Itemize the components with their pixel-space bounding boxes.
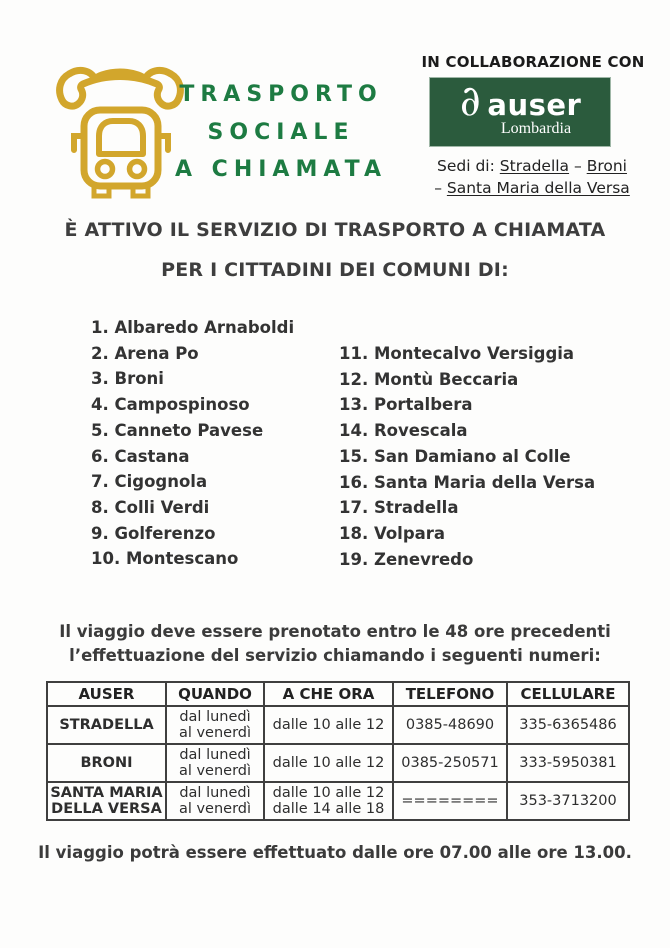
table-cell-cellulare: 335-6365486 bbox=[507, 706, 629, 744]
list-item: 13. Portalbera bbox=[339, 395, 473, 415]
sedi-separator: – bbox=[574, 157, 582, 175]
table-cell-a_che_ora: dalle 10 alle 12 bbox=[264, 706, 393, 744]
list-item: 11. Montecalvo Versiggia bbox=[339, 344, 575, 363]
sedi-note bbox=[398, 156, 666, 199]
column-header: CELLULARE bbox=[507, 682, 629, 706]
table-cell-cellulare: 353-3713200 bbox=[507, 782, 629, 820]
table-row bbox=[47, 706, 629, 744]
auser-swirl-icon: ∂ bbox=[455, 74, 484, 127]
column-header: A CHE ORA bbox=[264, 682, 393, 706]
list-item: 19. Zenevredo bbox=[339, 549, 474, 569]
table-cell-auser: SANTA MARIA DELLA VERSA bbox=[47, 782, 166, 820]
list-item: 5. Canneto Pavese bbox=[91, 420, 264, 440]
list-item: 17. Stradella bbox=[339, 498, 459, 518]
list-item: 4. Campospinoso bbox=[91, 395, 250, 415]
sedi-line-1 bbox=[398, 156, 666, 178]
title-line-1: TRASPORTO bbox=[179, 82, 383, 107]
title-line-3: A CHIAMATA bbox=[175, 157, 387, 182]
list-item: 16. Santa Maria della Versa bbox=[339, 472, 596, 492]
list-item: 2. Arena Po bbox=[91, 343, 199, 363]
table-cell-telefono: ======== bbox=[393, 782, 507, 820]
auser-logo-row bbox=[455, 74, 582, 127]
list-item: 12. Montù Beccaria bbox=[339, 369, 519, 389]
column-header: QUANDO bbox=[166, 682, 264, 706]
auser-name: auser bbox=[487, 88, 582, 122]
table-cell-quando: dal lunedì al venerdì bbox=[166, 744, 264, 782]
page-title bbox=[163, 76, 399, 189]
list-item: 8. Colli Verdi bbox=[91, 497, 210, 517]
auser-region: Lombardia bbox=[500, 120, 572, 137]
comuni-column-right bbox=[339, 341, 595, 572]
table-cell-cellulare: 333-5950381 bbox=[507, 744, 629, 782]
list-item: 1. Albaredo Arnaboldi bbox=[91, 318, 295, 337]
table-cell-quando: dal lunedì al venerdì bbox=[166, 782, 264, 820]
list-item: 6. Castana bbox=[91, 446, 190, 466]
table-cell-quando: dal lunedì al venerdì bbox=[166, 706, 264, 744]
list-item: 14. Rovescala bbox=[339, 421, 468, 441]
table-cell-telefono: 0385-48690 bbox=[393, 706, 507, 744]
booking-line-2: l’effettuazione del servizio chiamando i seguenti numeri: bbox=[69, 645, 601, 665]
contacts-table-header-row bbox=[47, 682, 629, 706]
comuni-column-left bbox=[91, 315, 294, 572]
table-cell-auser: STRADELLA bbox=[47, 706, 166, 744]
list-item: 18. Volpara bbox=[339, 523, 446, 543]
intro-heading-line-2: PER I CITTADINI DEI COMUNI DI: bbox=[161, 259, 509, 281]
sedi-location-stradella: Stradella bbox=[499, 157, 570, 175]
title-line-2: SOCIALE bbox=[207, 119, 355, 145]
sedi-separator: – bbox=[434, 178, 442, 197]
sedi-location-broni: Broni bbox=[586, 157, 627, 175]
list-item: 9. Golferenzo bbox=[91, 523, 216, 543]
bus-icon bbox=[74, 110, 168, 196]
table-row bbox=[47, 744, 629, 782]
table-row bbox=[47, 782, 629, 820]
column-header: AUSER bbox=[47, 682, 166, 706]
auser-logo bbox=[429, 74, 611, 147]
sedi-location-santa-maria: Santa Maria della Versa bbox=[446, 178, 630, 197]
booking-line-1: Il viaggio deve essere prenotato entro le 48 ore precedenti bbox=[59, 622, 611, 641]
service-hours-note: Il viaggio potrà essere effettuato dalle ore 07.00 alle ore 13.00. bbox=[38, 843, 632, 862]
list-item: 3. Broni bbox=[91, 369, 164, 389]
contacts-table-body bbox=[47, 706, 629, 820]
booking-note bbox=[0, 620, 670, 667]
collaboration-label: IN COLLABORAZIONE CON bbox=[421, 53, 645, 71]
list-item: 7. Cigognola bbox=[91, 472, 208, 492]
list-item: 10. Montescano bbox=[91, 549, 239, 569]
column-header: TELEFONO bbox=[393, 682, 507, 706]
sedi-prefix: Sedi di: bbox=[437, 157, 495, 175]
intro-heading-line-1: È ATTIVO IL SERVIZIO DI TRASPORTO A CHIAMATA bbox=[64, 219, 606, 241]
table-cell-a_che_ora: dalle 10 alle 12 dalle 14 alle 18 bbox=[264, 782, 393, 820]
contacts-table bbox=[46, 681, 630, 821]
table-cell-auser: BRONI bbox=[47, 744, 166, 782]
list-item: 15. San Damiano al Colle bbox=[339, 446, 571, 466]
table-cell-a_che_ora: dalle 10 alle 12 bbox=[264, 744, 393, 782]
table-cell-telefono: 0385-250571 bbox=[393, 744, 507, 782]
sedi-line-2 bbox=[398, 178, 666, 200]
